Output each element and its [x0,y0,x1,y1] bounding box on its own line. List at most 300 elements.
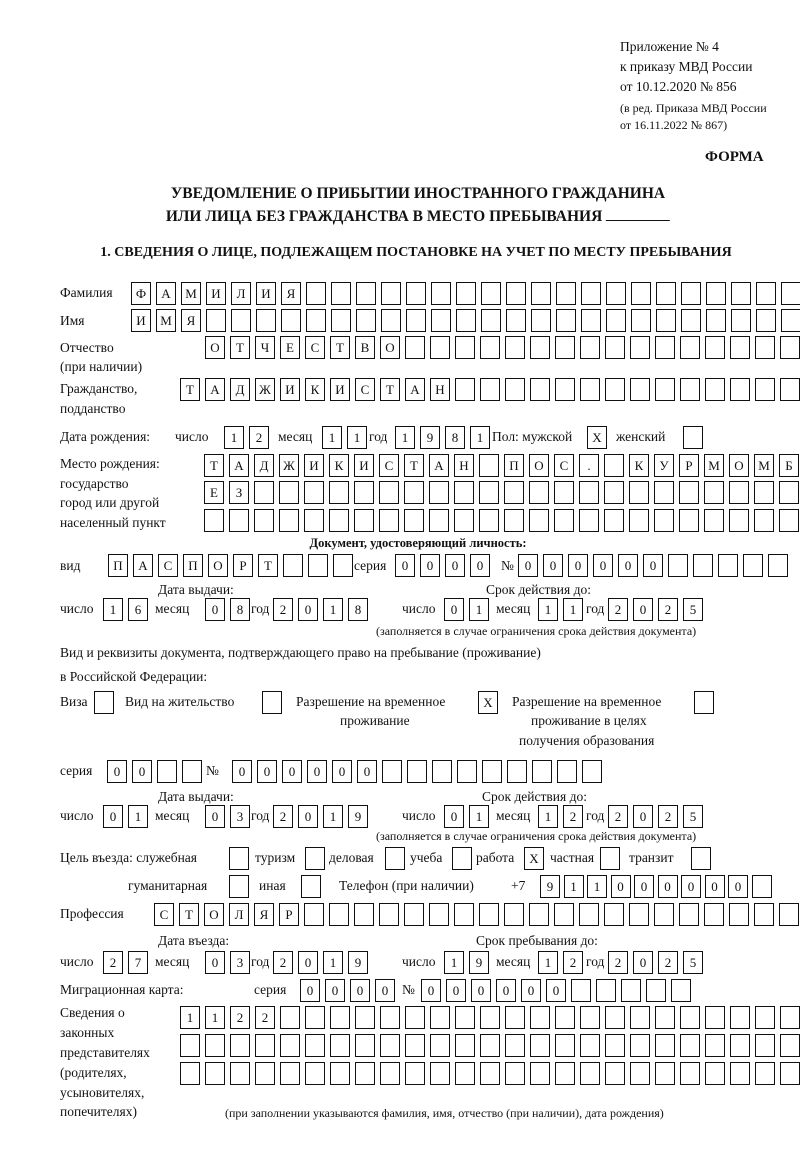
char-cell[interactable] [407,760,427,783]
char-cell[interactable] [255,1034,275,1057]
reps-field-2[interactable] [180,1034,800,1057]
char-cell[interactable] [730,378,750,401]
char-cell[interactable]: М [181,282,201,305]
char-cell[interactable] [479,481,499,504]
char-cell[interactable] [581,282,601,305]
char-cell[interactable]: О [208,554,228,577]
char-cell[interactable] [705,1034,725,1057]
trp-education-checkbox[interactable] [694,691,714,714]
surname-field[interactable] [131,282,800,305]
char-cell[interactable]: Т [204,454,224,477]
char-cell[interactable] [629,903,649,926]
char-cell[interactable] [730,1062,750,1085]
char-cell[interactable]: 1 [395,426,415,449]
char-cell[interactable]: 5 [683,598,703,621]
char-cell[interactable]: 0 [634,875,654,898]
char-cell[interactable] [580,1034,600,1057]
char-cell[interactable]: 1 [323,598,343,621]
char-cell[interactable]: 2 [608,805,628,828]
char-cell[interactable]: 0 [375,979,395,1002]
char-cell[interactable] [279,481,299,504]
char-cell[interactable] [456,282,476,305]
char-cell[interactable]: Р [279,903,299,926]
char-cell[interactable] [704,903,724,926]
char-cell[interactable] [429,481,449,504]
char-cell[interactable]: И [354,454,374,477]
char-cell[interactable] [430,1034,450,1057]
char-cell[interactable] [781,282,800,305]
char-cell[interactable] [504,509,524,532]
char-cell[interactable] [604,481,624,504]
char-cell[interactable]: 1 [205,1006,225,1029]
char-cell[interactable]: 1 [538,598,558,621]
char-cell[interactable]: Т [230,336,250,359]
char-cell[interactable] [729,903,749,926]
char-cell[interactable]: М [704,454,724,477]
char-cell[interactable] [668,554,688,577]
purpose-business-checkbox[interactable] [385,847,405,870]
id-valid-year-field[interactable] [608,598,703,621]
id-valid-month-field[interactable] [538,598,583,621]
reps-field-1[interactable] [180,1006,800,1029]
char-cell[interactable] [380,1006,400,1029]
char-cell[interactable]: X [524,847,544,870]
char-cell[interactable] [705,336,725,359]
char-cell[interactable] [557,760,577,783]
char-cell[interactable]: Т [330,336,350,359]
char-cell[interactable] [306,282,326,305]
char-cell[interactable]: 1 [322,426,342,449]
id-issue-year-field[interactable] [273,598,368,621]
stay-day-field[interactable] [444,951,489,974]
entry-year-field[interactable] [273,951,368,974]
char-cell[interactable] [705,1006,725,1029]
char-cell[interactable] [718,554,738,577]
char-cell[interactable]: 0 [521,979,541,1002]
char-cell[interactable] [431,309,451,332]
rd-valid-day-field[interactable] [444,805,489,828]
char-cell[interactable]: Т [404,454,424,477]
char-cell[interactable] [262,691,282,714]
char-cell[interactable]: 2 [608,951,628,974]
purpose-study-checkbox[interactable] [452,847,472,870]
char-cell[interactable]: 0 [471,979,491,1002]
char-cell[interactable]: 0 [300,979,320,1002]
char-cell[interactable] [455,336,475,359]
char-cell[interactable]: 0 [470,554,490,577]
char-cell[interactable] [404,481,424,504]
char-cell[interactable]: 0 [546,979,566,1002]
char-cell[interactable]: О [380,336,400,359]
char-cell[interactable]: 0 [728,875,748,898]
char-cell[interactable] [705,1062,725,1085]
char-cell[interactable] [780,1034,800,1057]
char-cell[interactable]: С [379,454,399,477]
char-cell[interactable]: И [131,309,151,332]
char-cell[interactable]: О [205,336,225,359]
char-cell[interactable] [255,1062,275,1085]
char-cell[interactable] [280,1034,300,1057]
char-cell[interactable] [429,903,449,926]
char-cell[interactable]: 0 [705,875,725,898]
char-cell[interactable] [385,847,405,870]
char-cell[interactable] [752,875,772,898]
rd-valid-month-field[interactable] [538,805,583,828]
sex-female-checkbox[interactable] [683,426,703,449]
char-cell[interactable]: 3 [230,951,250,974]
purpose-work-checkbox[interactable] [524,847,544,870]
char-cell[interactable]: 1 [538,951,558,974]
char-cell[interactable] [630,1062,650,1085]
mc-number-field[interactable] [421,979,691,1002]
char-cell[interactable] [580,1062,600,1085]
char-cell[interactable] [379,481,399,504]
char-cell[interactable]: 0 [103,805,123,828]
char-cell[interactable]: Я [181,309,201,332]
char-cell[interactable]: 0 [643,554,663,577]
char-cell[interactable] [779,481,799,504]
char-cell[interactable]: М [754,454,774,477]
char-cell[interactable] [280,1062,300,1085]
char-cell[interactable] [531,309,551,332]
char-cell[interactable] [532,760,552,783]
char-cell[interactable] [355,1034,375,1057]
char-cell[interactable]: 2 [249,426,269,449]
char-cell[interactable] [780,1062,800,1085]
char-cell[interactable]: О [529,454,549,477]
char-cell[interactable] [630,336,650,359]
char-cell[interactable] [301,875,321,898]
char-cell[interactable] [604,903,624,926]
char-cell[interactable] [693,554,713,577]
char-cell[interactable]: Л [231,282,251,305]
char-cell[interactable] [481,309,501,332]
char-cell[interactable] [605,336,625,359]
visa-checkbox[interactable] [94,691,114,714]
stay-month-field[interactable] [538,951,583,974]
id-valid-day-field[interactable] [444,598,489,621]
char-cell[interactable]: 0 [543,554,563,577]
char-cell[interactable] [756,282,776,305]
char-cell[interactable]: 0 [446,979,466,1002]
char-cell[interactable] [780,336,800,359]
char-cell[interactable] [157,760,177,783]
char-cell[interactable] [655,1006,675,1029]
char-cell[interactable] [180,1062,200,1085]
char-cell[interactable]: И [280,378,300,401]
char-cell[interactable]: 1 [224,426,244,449]
char-cell[interactable] [604,509,624,532]
char-cell[interactable]: И [304,454,324,477]
char-cell[interactable] [555,336,575,359]
char-cell[interactable]: У [654,454,674,477]
char-cell[interactable] [305,847,325,870]
char-cell[interactable] [582,760,602,783]
char-cell[interactable] [204,509,224,532]
char-cell[interactable]: 0 [633,805,653,828]
char-cell[interactable]: 0 [421,979,441,1002]
char-cell[interactable] [706,282,726,305]
char-cell[interactable]: Ф [131,282,151,305]
char-cell[interactable] [205,1034,225,1057]
char-cell[interactable] [580,1006,600,1029]
char-cell[interactable] [531,282,551,305]
char-cell[interactable]: С [158,554,178,577]
char-cell[interactable]: 9 [540,875,560,898]
char-cell[interactable] [679,509,699,532]
char-cell[interactable] [580,378,600,401]
char-cell[interactable] [505,1006,525,1029]
char-cell[interactable] [743,554,763,577]
char-cell[interactable] [305,1062,325,1085]
char-cell[interactable]: 8 [230,598,250,621]
char-cell[interactable]: А [156,282,176,305]
char-cell[interactable]: 2 [658,805,678,828]
char-cell[interactable]: 0 [395,554,415,577]
char-cell[interactable]: 0 [132,760,152,783]
char-cell[interactable] [505,336,525,359]
char-cell[interactable]: П [108,554,128,577]
char-cell[interactable] [681,309,701,332]
char-cell[interactable] [356,309,376,332]
char-cell[interactable] [256,309,276,332]
char-cell[interactable]: 0 [332,760,352,783]
char-cell[interactable] [305,1034,325,1057]
char-cell[interactable] [655,336,675,359]
char-cell[interactable]: Б [779,454,799,477]
char-cell[interactable]: 2 [608,598,628,621]
char-cell[interactable] [379,509,399,532]
char-cell[interactable] [555,378,575,401]
char-cell[interactable] [729,509,749,532]
char-cell[interactable] [404,509,424,532]
char-cell[interactable] [452,847,472,870]
char-cell[interactable] [705,378,725,401]
char-cell[interactable]: 0 [444,805,464,828]
char-cell[interactable]: 1 [128,805,148,828]
char-cell[interactable] [780,1006,800,1029]
char-cell[interactable] [731,309,751,332]
char-cell[interactable]: К [329,454,349,477]
char-cell[interactable]: 2 [273,805,293,828]
char-cell[interactable] [431,282,451,305]
char-cell[interactable]: Т [179,903,199,926]
char-cell[interactable] [630,1006,650,1029]
char-cell[interactable]: А [229,454,249,477]
char-cell[interactable] [381,282,401,305]
char-cell[interactable]: 3 [230,805,250,828]
char-cell[interactable] [480,378,500,401]
char-cell[interactable] [405,1062,425,1085]
char-cell[interactable]: 8 [445,426,465,449]
char-cell[interactable]: 0 [257,760,277,783]
char-cell[interactable] [479,454,499,477]
char-cell[interactable]: 0 [420,554,440,577]
char-cell[interactable]: 0 [445,554,465,577]
char-cell[interactable] [629,481,649,504]
char-cell[interactable] [355,1062,375,1085]
char-cell[interactable] [706,309,726,332]
char-cell[interactable] [654,903,674,926]
char-cell[interactable] [280,1006,300,1029]
char-cell[interactable] [556,309,576,332]
char-cell[interactable] [456,309,476,332]
char-cell[interactable]: 0 [658,875,678,898]
id-series-field[interactable] [395,554,490,577]
char-cell[interactable] [429,509,449,532]
char-cell[interactable] [754,903,774,926]
profession-field[interactable] [154,903,799,926]
char-cell[interactable]: Р [233,554,253,577]
char-cell[interactable] [480,1034,500,1057]
char-cell[interactable] [504,481,524,504]
title-blank-line[interactable] [606,206,670,221]
char-cell[interactable] [755,1062,775,1085]
char-cell[interactable]: Р [679,454,699,477]
char-cell[interactable]: О [204,903,224,926]
birth-month-field[interactable] [322,426,367,449]
char-cell[interactable] [555,1062,575,1085]
char-cell[interactable] [621,979,641,1002]
char-cell[interactable] [600,847,620,870]
char-cell[interactable] [454,509,474,532]
char-cell[interactable]: 2 [103,951,123,974]
char-cell[interactable] [596,979,616,1002]
char-cell[interactable]: 9 [348,805,368,828]
char-cell[interactable] [605,1034,625,1057]
char-cell[interactable] [455,378,475,401]
char-cell[interactable] [605,378,625,401]
char-cell[interactable]: 2 [273,598,293,621]
char-cell[interactable] [754,481,774,504]
char-cell[interactable]: С [554,454,574,477]
char-cell[interactable] [379,903,399,926]
char-cell[interactable] [605,1062,625,1085]
char-cell[interactable]: 2 [230,1006,250,1029]
purpose-tourism-checkbox[interactable] [305,847,325,870]
char-cell[interactable] [229,847,249,870]
char-cell[interactable] [230,1062,250,1085]
entry-month-field[interactable] [205,951,250,974]
char-cell[interactable] [730,1006,750,1029]
char-cell[interactable]: 0 [444,598,464,621]
char-cell[interactable]: 1 [469,805,489,828]
char-cell[interactable] [630,378,650,401]
char-cell[interactable]: М [156,309,176,332]
char-cell[interactable] [779,509,799,532]
char-cell[interactable] [94,691,114,714]
char-cell[interactable] [529,903,549,926]
char-cell[interactable]: С [305,336,325,359]
mc-series-field[interactable] [300,979,395,1002]
char-cell[interactable]: 5 [683,951,703,974]
char-cell[interactable] [356,282,376,305]
char-cell[interactable] [606,309,626,332]
char-cell[interactable] [380,1062,400,1085]
rd-valid-year-field[interactable] [608,805,703,828]
char-cell[interactable] [333,554,353,577]
char-cell[interactable] [729,481,749,504]
char-cell[interactable]: Т [180,378,200,401]
char-cell[interactable]: 8 [348,598,368,621]
id-number-field[interactable] [518,554,788,577]
char-cell[interactable] [680,1006,700,1029]
rd-issue-month-field[interactable] [205,805,250,828]
char-cell[interactable]: 0 [282,760,302,783]
char-cell[interactable]: 0 [205,598,225,621]
char-cell[interactable] [680,1034,700,1057]
char-cell[interactable] [680,378,700,401]
char-cell[interactable] [506,282,526,305]
purpose-other-checkbox[interactable] [301,875,321,898]
birthplace-field-1[interactable] [204,454,799,477]
char-cell[interactable] [182,760,202,783]
char-cell[interactable] [781,309,800,332]
char-cell[interactable] [505,378,525,401]
birthplace-field-3[interactable] [204,509,799,532]
char-cell[interactable] [530,336,550,359]
char-cell[interactable] [655,1062,675,1085]
char-cell[interactable] [631,282,651,305]
char-cell[interactable] [405,336,425,359]
char-cell[interactable] [656,309,676,332]
rd-series-field[interactable] [107,760,202,783]
char-cell[interactable] [229,509,249,532]
char-cell[interactable]: Т [258,554,278,577]
char-cell[interactable]: 1 [538,805,558,828]
char-cell[interactable]: Д [230,378,250,401]
char-cell[interactable]: 6 [128,598,148,621]
char-cell[interactable] [530,1062,550,1085]
char-cell[interactable] [480,336,500,359]
char-cell[interactable] [571,979,591,1002]
char-cell[interactable]: 9 [420,426,440,449]
rd-number-field[interactable] [232,760,602,783]
char-cell[interactable] [479,903,499,926]
char-cell[interactable] [305,1006,325,1029]
char-cell[interactable] [254,509,274,532]
char-cell[interactable] [180,1034,200,1057]
char-cell[interactable] [680,1062,700,1085]
char-cell[interactable] [656,282,676,305]
char-cell[interactable] [529,509,549,532]
char-cell[interactable]: Н [454,454,474,477]
char-cell[interactable] [430,1062,450,1085]
char-cell[interactable] [555,1006,575,1029]
char-cell[interactable] [554,509,574,532]
char-cell[interactable] [254,481,274,504]
char-cell[interactable] [455,1006,475,1029]
char-cell[interactable]: А [205,378,225,401]
char-cell[interactable]: А [405,378,425,401]
char-cell[interactable] [554,481,574,504]
char-cell[interactable] [406,282,426,305]
char-cell[interactable] [354,903,374,926]
char-cell[interactable] [230,1034,250,1057]
char-cell[interactable]: О [729,454,749,477]
char-cell[interactable]: . [579,454,599,477]
char-cell[interactable] [479,509,499,532]
char-cell[interactable] [404,903,424,926]
char-cell[interactable] [730,336,750,359]
char-cell[interactable] [481,282,501,305]
char-cell[interactable] [205,1062,225,1085]
purpose-transit-checkbox[interactable] [691,847,711,870]
char-cell[interactable] [756,309,776,332]
id-issue-day-field[interactable] [103,598,148,621]
char-cell[interactable] [655,378,675,401]
char-cell[interactable]: Д [254,454,274,477]
